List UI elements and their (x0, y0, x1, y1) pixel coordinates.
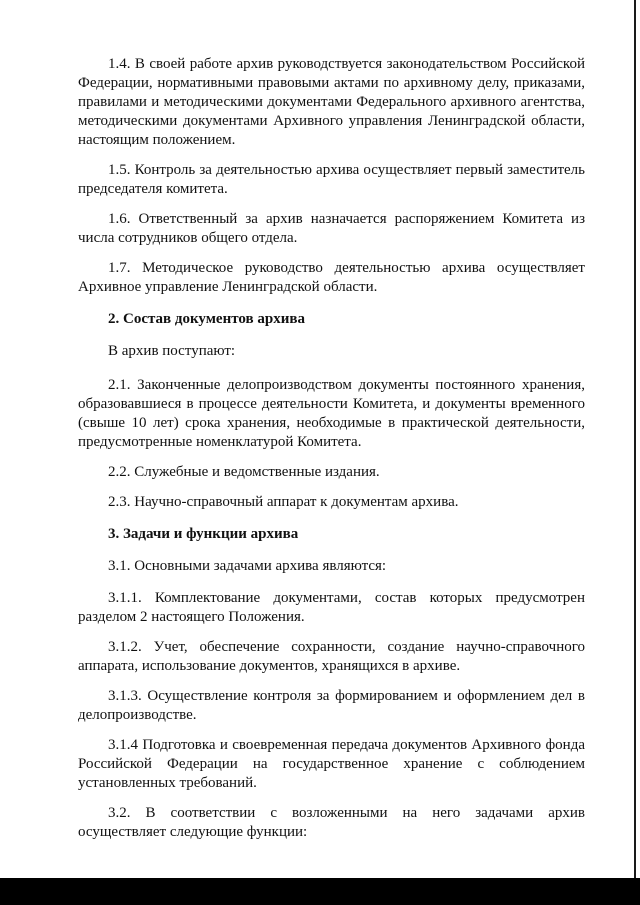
paragraph-3-1-4: 3.1.4 Подготовка и своевременная передача документов Архивного фонда Российской Федерации на государственное хранение с соблюдением установленных требований. (78, 737, 585, 791)
paragraph-1-5: 1.5. Контроль за деятельностью архива осуществляет первый заместитель председателя комитета. (78, 162, 585, 197)
paragraph-3-1-2: 3.1.2. Учет, обеспечение сохранности, создание научно-справочного аппарата, использование документов, хранящихся в архиве. (78, 639, 585, 674)
paragraph-2-intro: В архив поступают: (108, 343, 236, 359)
document-body (78, 55, 585, 842)
paragraph-3-1: 3.1. Основными задачами архива являются: (108, 558, 387, 574)
scan-bottom-border (0, 878, 640, 905)
paragraph-3-1-3: 3.1.3. Осуществление контроля за формированием и оформлением дел в делопроизводстве. (78, 688, 585, 723)
paragraph-1-4: 1.4. В своей работе архив руководствуется законодательством Российской Федерации, нормативными правовыми актами по архивному делу, приказами, правилами и методическими документами Федерального архивного агентства, методическими документами Архивного управления Ленинградской области, настоящим положением. (78, 56, 585, 148)
section-heading-2: 2. Состав документов архива (108, 311, 305, 327)
paragraph-2-3: 2.3. Научно-справочный аппарат к документам архива. (108, 494, 459, 510)
paragraph-2-1: 2.1. Законченные делопроизводством документы постоянного хранения, образовавшиеся в процессе деятельности Комитета, и документы временного (свыше 10 лет) срока хранения, необходимые в практической деятельности, предусмотренные номенклатурой Комитета. (78, 377, 585, 450)
paragraph-1-7: 1.7. Методическое руководство деятельностью архива осуществляет Архивное управление Ленинградской области. (78, 260, 585, 295)
paragraph-2-2: 2.2. Служебные и ведомственные издания. (108, 464, 380, 480)
paragraph-3-2: 3.2. В соответствии с возложенными на него задачами архив осуществляет следующие функции: (78, 805, 585, 840)
scan-edge-line (634, 0, 636, 878)
section-heading-3: 3. Задачи и функции архива (108, 526, 299, 542)
paragraph-1-6: 1.6. Ответственный за архив назначается распоряжением Комитета из числа сотрудников общего отдела. (78, 211, 585, 246)
paragraph-3-1-1: 3.1.1. Комплектование документами, состав которых предусмотрен разделом 2 настоящего Положения. (78, 590, 585, 625)
